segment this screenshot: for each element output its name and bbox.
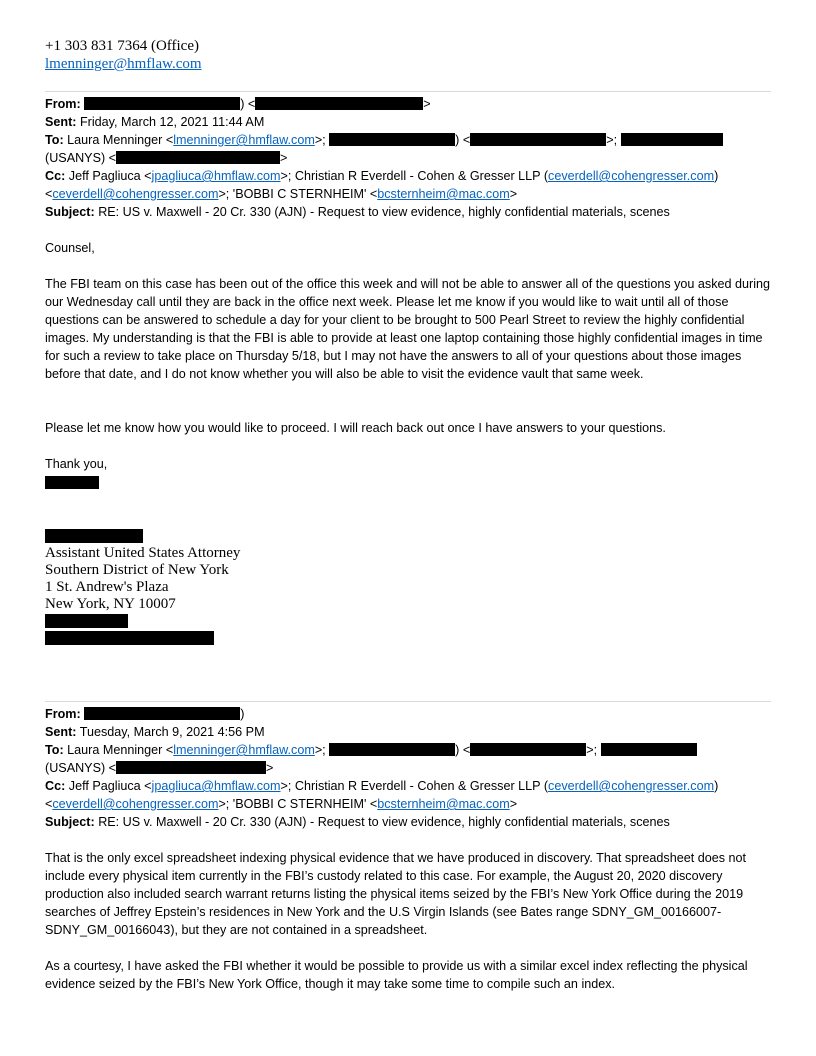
redaction: [601, 743, 697, 756]
to-line: To: Laura Menninger <lmenninger@hmflaw.com>; ) < >;: [45, 741, 785, 759]
email-link[interactable]: ceverdell@cohengresser.com: [548, 779, 715, 793]
redaction: [84, 707, 240, 720]
body-paragraph: The FBI team on this case has been out of the office this week and will not be able to answer all of the questions you asked during our Wednesday call until they are back in the office next week. Please let me know if you would like to wait until all of those questions can be answered to schedule a day for your client to be brought to 500 Pearl Street to review the highly confidential images. My understanding is that the FBI is able to provide at least one laptop containing those highly confidential images in time for such a review to take place on Thursday 5/18, but I may not have the answers to all of your questions about those images before that date, and I do not know whether you will also be able to visit the evidence vault that same week.: [45, 277, 771, 381]
email-link[interactable]: jpagliuca@hmflaw.com: [151, 169, 281, 183]
redaction: [45, 614, 128, 628]
email-link[interactable]: ceverdell@cohengresser.com: [548, 169, 715, 183]
email-link[interactable]: lmenninger@hmflaw.com: [173, 133, 315, 147]
email-link[interactable]: ceverdell@cohengresser.com: [52, 797, 219, 811]
redaction: [45, 476, 99, 489]
signature-title: Assistant United States Attorney: [45, 545, 241, 561]
to-line: To: Laura Menninger <lmenninger@hmflaw.com>; ) < >;: [45, 131, 785, 149]
from-line: From: ): [45, 707, 245, 721]
redaction: [470, 133, 606, 146]
email-link[interactable]: bcsternheim@mac.com: [377, 187, 510, 201]
email-link[interactable]: lmenninger@hmflaw.com: [45, 56, 202, 72]
redaction: [621, 133, 723, 146]
body-paragraph: That is the only excel spreadsheet indexing physical evidence that we have produced in discovery. That spreadsheet does not include every physical item currently in the FBI’s custody related to this case. For example, the August 20, 2020 discovery production also included search warrant returns listing the physical items seized by the FBI’s New York Office during the 2019 searches of Jeffrey Epstein’s residences in New York and the U.S Virgin Islands (see Bates range SDNY_GM_00166007-SDNY_GM_00166043), but they are not contained in a spreadsheet.: [45, 851, 747, 937]
redaction: [45, 529, 143, 543]
redaction: [45, 631, 214, 645]
sent-line: Sent: Friday, March 12, 2021 11:44 AM: [45, 115, 265, 129]
cc-line: Cc: Jeff Pagliuca <jpagliuca@hmflaw.com>; Christian R Everdell - Cohen & Gresser LLP (ceverdell@cohengresser.com): [45, 169, 719, 183]
greeting: Counsel,: [45, 241, 95, 255]
email-link[interactable]: bcsternheim@mac.com: [377, 797, 510, 811]
cc-line: Cc: Jeff Pagliuca <jpagliuca@hmflaw.com>; Christian R Everdell - Cohen & Gresser LLP (ceverdell@cohengresser.com): [45, 779, 719, 793]
cc-line-continued: <ceverdell@cohengresser.com>; 'BOBBI C STERNHEIM' <bcsternheim@mac.com>: [45, 797, 518, 811]
divider: [45, 701, 771, 702]
redaction: [329, 133, 455, 146]
subject-line: Subject: RE: US v. Maxwell - 20 Cr. 330 (AJN) - Request to view evidence, highly confidential materials, scenes: [45, 815, 670, 829]
redaction: [255, 97, 423, 110]
redaction: [116, 761, 266, 774]
office-phone: +1 303 831 7364 (Office): [45, 38, 199, 54]
cc-line-continued: <ceverdell@cohengresser.com>; 'BOBBI C STERNHEIM' <bcsternheim@mac.com>: [45, 187, 518, 201]
to-line-continued: (USANYS) < >: [45, 761, 274, 775]
redaction: [329, 743, 455, 756]
closing: Thank you,: [45, 457, 108, 471]
redaction: [84, 97, 240, 110]
from-line: From: ) < >: [45, 97, 431, 111]
signature-address: 1 St. Andrew's Plaza: [45, 579, 169, 595]
subject-line: Subject: RE: US v. Maxwell - 20 Cr. 330 (AJN) - Request to view evidence, highly confidential materials, scenes: [45, 205, 670, 219]
sent-line: Sent: Tuesday, March 9, 2021 4:56 PM: [45, 725, 265, 739]
email-link[interactable]: ceverdell@cohengresser.com: [52, 187, 219, 201]
redaction: [116, 151, 280, 164]
divider: [45, 91, 771, 92]
redaction: [470, 743, 586, 756]
body-paragraph: As a courtesy, I have asked the FBI whether it would be possible to provide us with a similar excel index reflecting the physical evidence seized by the FBI’s New York Office, though it may take some time to compile such an index.: [45, 959, 748, 991]
email-link[interactable]: jpagliuca@hmflaw.com: [151, 779, 281, 793]
email-link[interactable]: lmenninger@hmflaw.com: [173, 743, 315, 757]
signature-office: Southern District of New York: [45, 562, 229, 578]
body-paragraph: Please let me know how you would like to proceed. I will reach back out once I have answers to your questions.: [45, 421, 666, 435]
signature-city: New York, NY 10007: [45, 596, 176, 612]
to-line-continued: (USANYS) < >: [45, 151, 288, 165]
